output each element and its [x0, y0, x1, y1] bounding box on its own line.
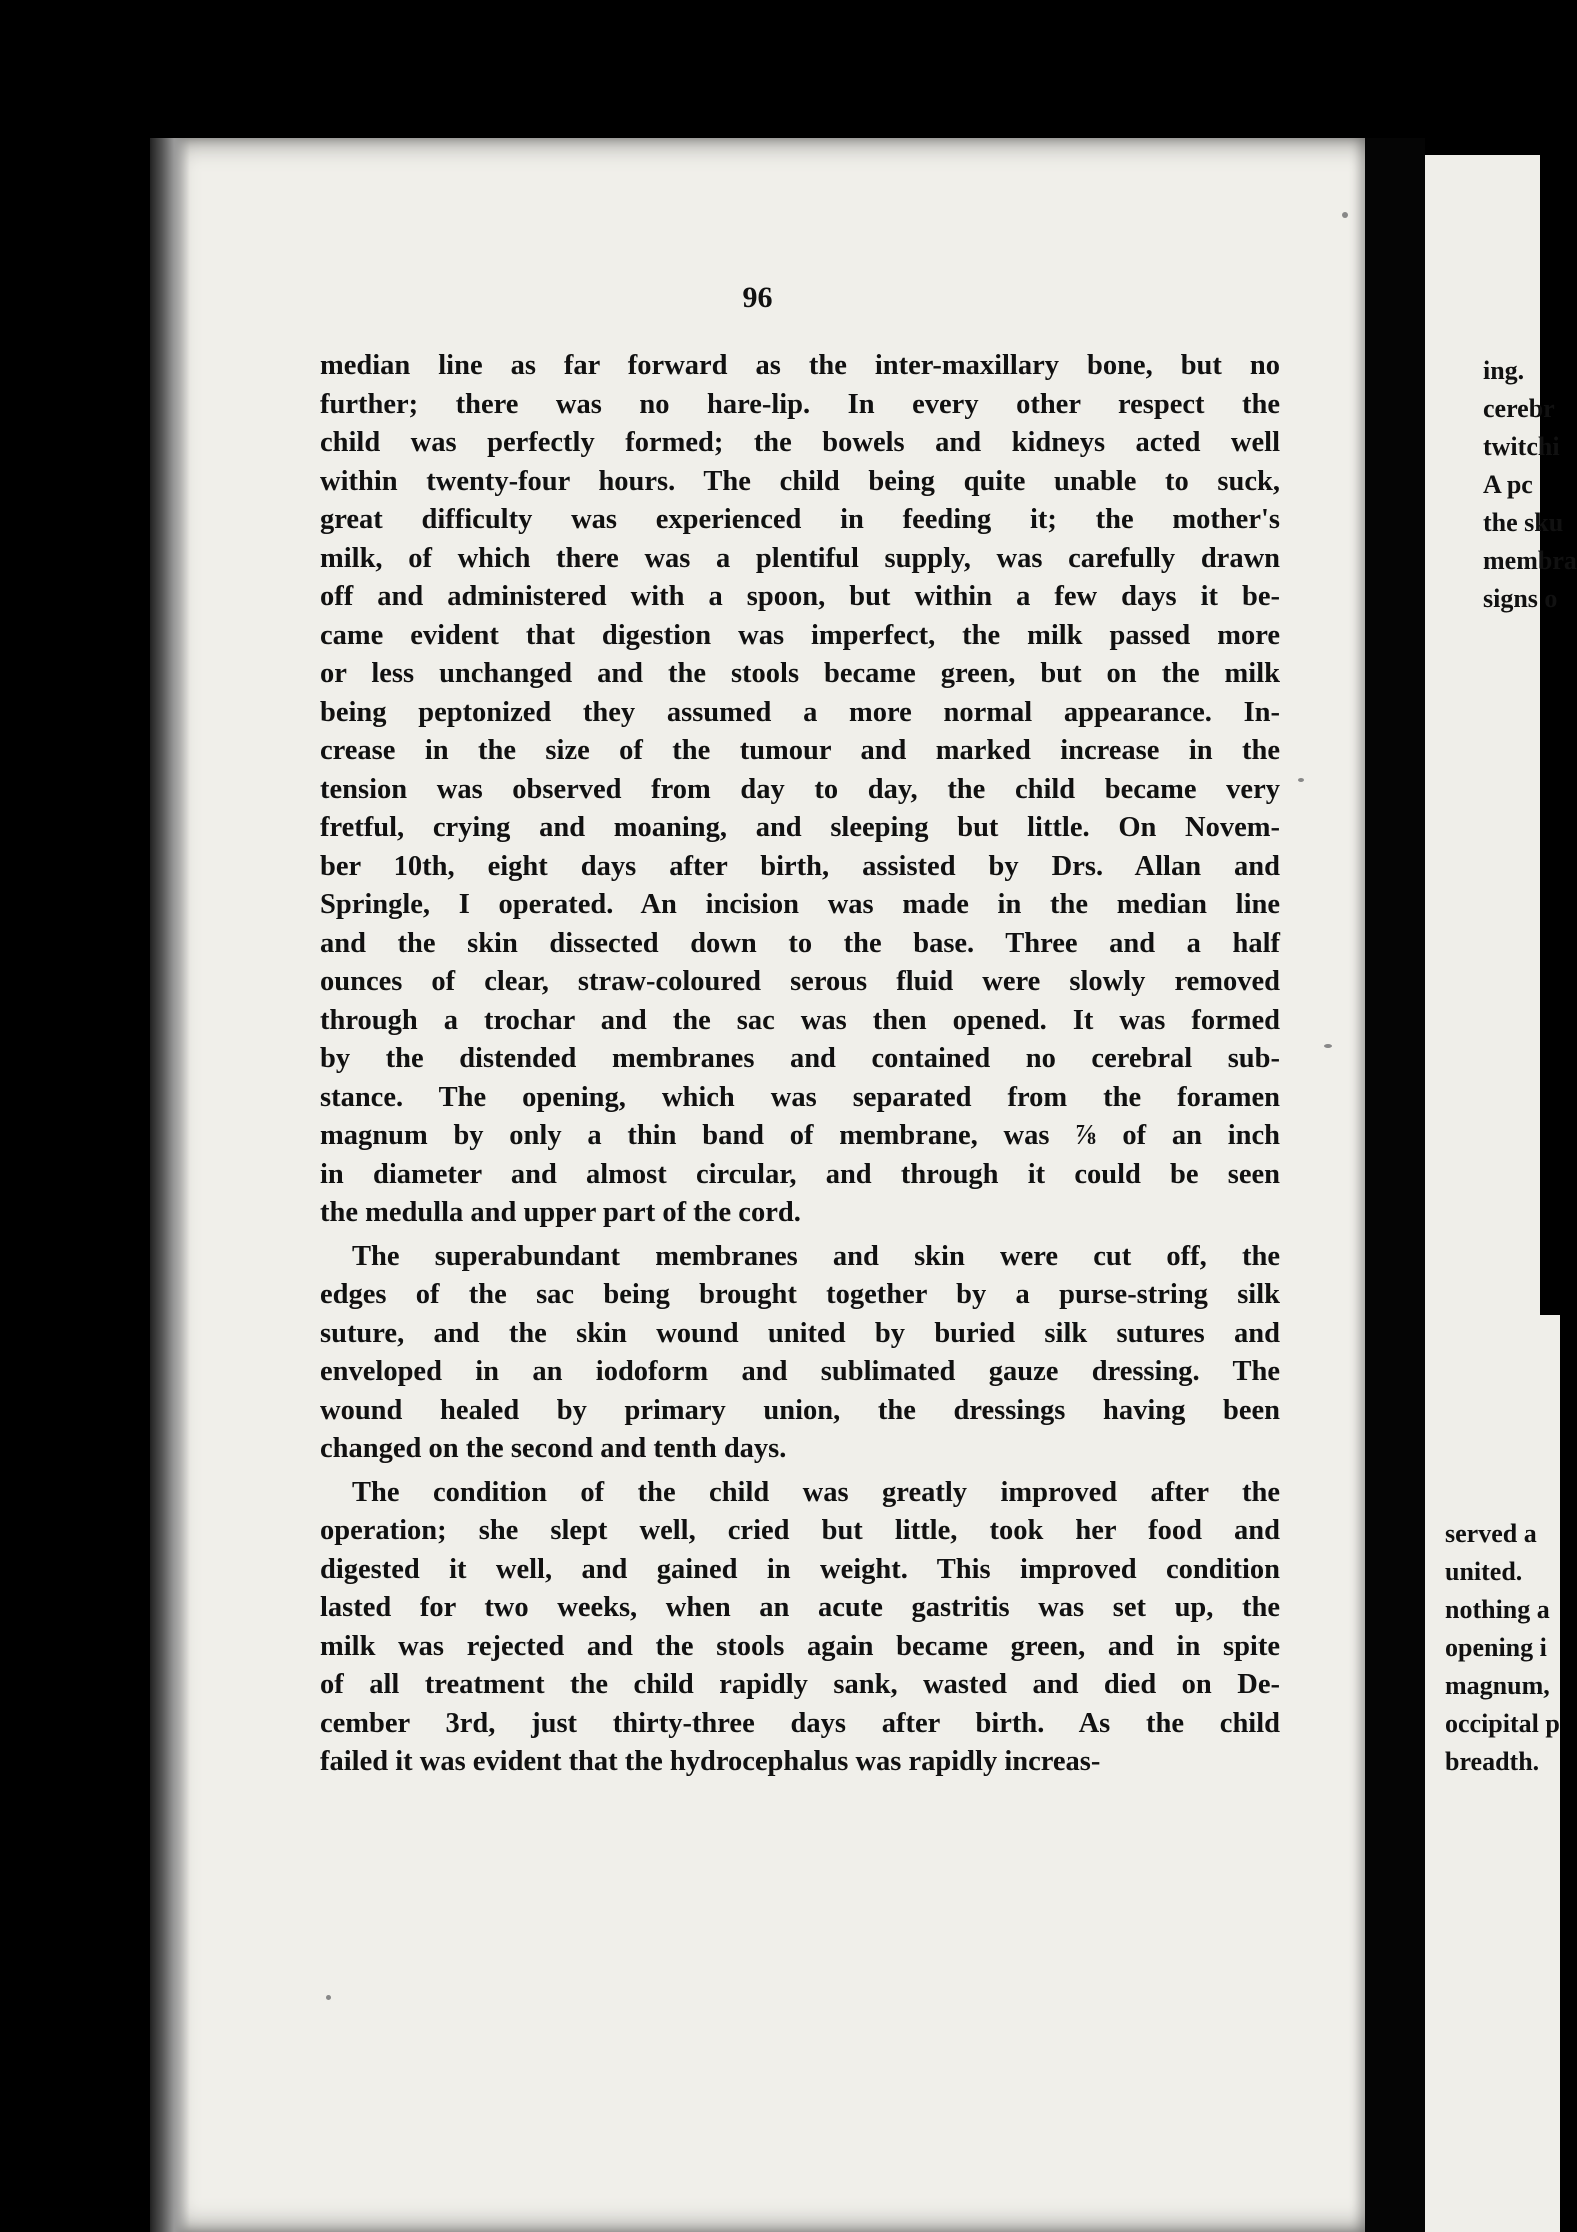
- text-line: milk, of which there was a plentiful supply, was carefully drawn: [320, 542, 1280, 574]
- page-gutter-shadow: [150, 138, 190, 2232]
- text-line: or less unchanged and the stools became green, but on the milk: [320, 658, 1280, 689]
- adjacent-page-fragment: signs o: [1483, 584, 1558, 613]
- page-divider: [1365, 138, 1425, 2232]
- text-line: wound healed by primary union, the dressings having been: [320, 1394, 1280, 1426]
- text-line: failed it was evident that the hydrocephalus was rapidly increas-: [320, 1746, 1101, 1777]
- text-line: fretful, crying and moaning, and sleeping but little. On Novem-: [320, 812, 1280, 843]
- adjacent-page-dark-edge: [1540, 155, 1560, 1315]
- text-line: The superabundant membranes and skin were cut off, the: [352, 1240, 1280, 1272]
- adjacent-page-fragment: served a: [1445, 1519, 1537, 1548]
- text-line: of all treatment the child rapidly sank, wasted and died on De-: [320, 1669, 1280, 1700]
- text-line: the medulla and upper part of the cord.: [320, 1197, 801, 1228]
- text-line: operation; she slept well, cried but little, took her food and: [320, 1515, 1280, 1546]
- text-line: off and administered with a spoon, but within a few days it be-: [320, 581, 1280, 612]
- text-line: The condition of the child was greatly improved after the: [352, 1476, 1280, 1508]
- text-line: came evident that digestion was imperfect, the milk passed more: [320, 619, 1280, 651]
- text-line: ounces of clear, straw-coloured serous fluid were slowly removed: [320, 966, 1280, 997]
- text-line: median line as far forward as the inter-maxillary bone, but no: [320, 350, 1280, 381]
- adjacent-page-fragment: cerebr: [1483, 394, 1555, 423]
- text-line: by the distended membranes and contained no cerebral sub-: [320, 1043, 1280, 1074]
- text-line: suture, and the skin wound united by buried silk sutures and: [320, 1317, 1280, 1349]
- text-line: in diameter and almost circular, and through it could be seen: [320, 1158, 1280, 1190]
- scan-speck: [1342, 212, 1348, 218]
- text-line: digested it well, and gained in weight. This improved condition: [320, 1553, 1280, 1585]
- text-line: lasted for two weeks, when an acute gastritis was set up, the: [320, 1592, 1280, 1623]
- adjacent-page-bottom-text: [1445, 1515, 1560, 1781]
- scan-speck: [1324, 1044, 1332, 1048]
- text-line: further; there was no hare-lip. In every other respect the: [320, 388, 1280, 420]
- text-line: and the skin dissected down to the base. Three and a half: [320, 927, 1280, 959]
- text-line: enveloped in an iodoform and sublimated gauze dressing. The: [320, 1356, 1280, 1387]
- text-line: cember 3rd, just thirty-three days after birth. As the child: [320, 1707, 1280, 1739]
- adjacent-page-fragment: breadth.: [1445, 1747, 1540, 1776]
- adjacent-page-fragment: nothing a: [1445, 1595, 1550, 1624]
- text-line: stance. The opening, which was separated from the foramen: [320, 1081, 1280, 1113]
- adjacent-page-fragment: membra: [1483, 546, 1577, 575]
- adjacent-page-fragment: united.: [1445, 1557, 1523, 1586]
- text-line: tension was observed from day to day, the child became very: [320, 773, 1280, 805]
- adjacent-page-fragment: A pc: [1483, 470, 1533, 499]
- text-line: within twenty-four hours. The child being quite unable to suck,: [320, 465, 1280, 497]
- page-number: 96: [742, 281, 773, 314]
- adjacent-page-fragment: twitchi: [1483, 432, 1560, 461]
- text-line: through a trochar and the sac was then opened. It was formed: [320, 1004, 1280, 1036]
- text-line: being peptonized they assumed a more normal appearance. In-: [320, 696, 1280, 728]
- text-line: magnum by only a thin band of membrane, was ⅞ of an inch: [320, 1120, 1280, 1151]
- text-line: ber 10th, eight days after birth, assisted by Drs. Allan and: [320, 850, 1280, 882]
- text-line: milk was rejected and the stools again became green, and in spite: [320, 1630, 1280, 1662]
- text-line: Springle, I operated. An incision was made in the median line: [320, 889, 1280, 920]
- text-line: edges of the sac being brought together by a purse-string silk: [320, 1279, 1280, 1310]
- adjacent-page: [1425, 155, 1577, 2232]
- body-text: [320, 347, 1280, 1782]
- adjacent-page-fragment: magnum,: [1445, 1671, 1550, 1700]
- adjacent-page-fragment: the sku: [1483, 508, 1564, 537]
- text-line: changed on the second and tenth days.: [320, 1433, 787, 1464]
- text-line: crease in the size of the tumour and marked increase in the: [320, 735, 1280, 766]
- text-line: child was perfectly formed; the bowels and kidneys acted well: [320, 427, 1280, 458]
- scan-speck: [1298, 778, 1304, 782]
- adjacent-page-fragment: ing.: [1483, 356, 1525, 385]
- adjacent-page-fragment: opening i: [1445, 1633, 1547, 1662]
- scan-speck: [326, 1995, 331, 2000]
- adjacent-page-fragment: occipital p: [1445, 1709, 1560, 1738]
- adjacent-page-top-text: [1483, 352, 1577, 618]
- text-line: great difficulty was experienced in feeding it; the mother's: [320, 504, 1280, 535]
